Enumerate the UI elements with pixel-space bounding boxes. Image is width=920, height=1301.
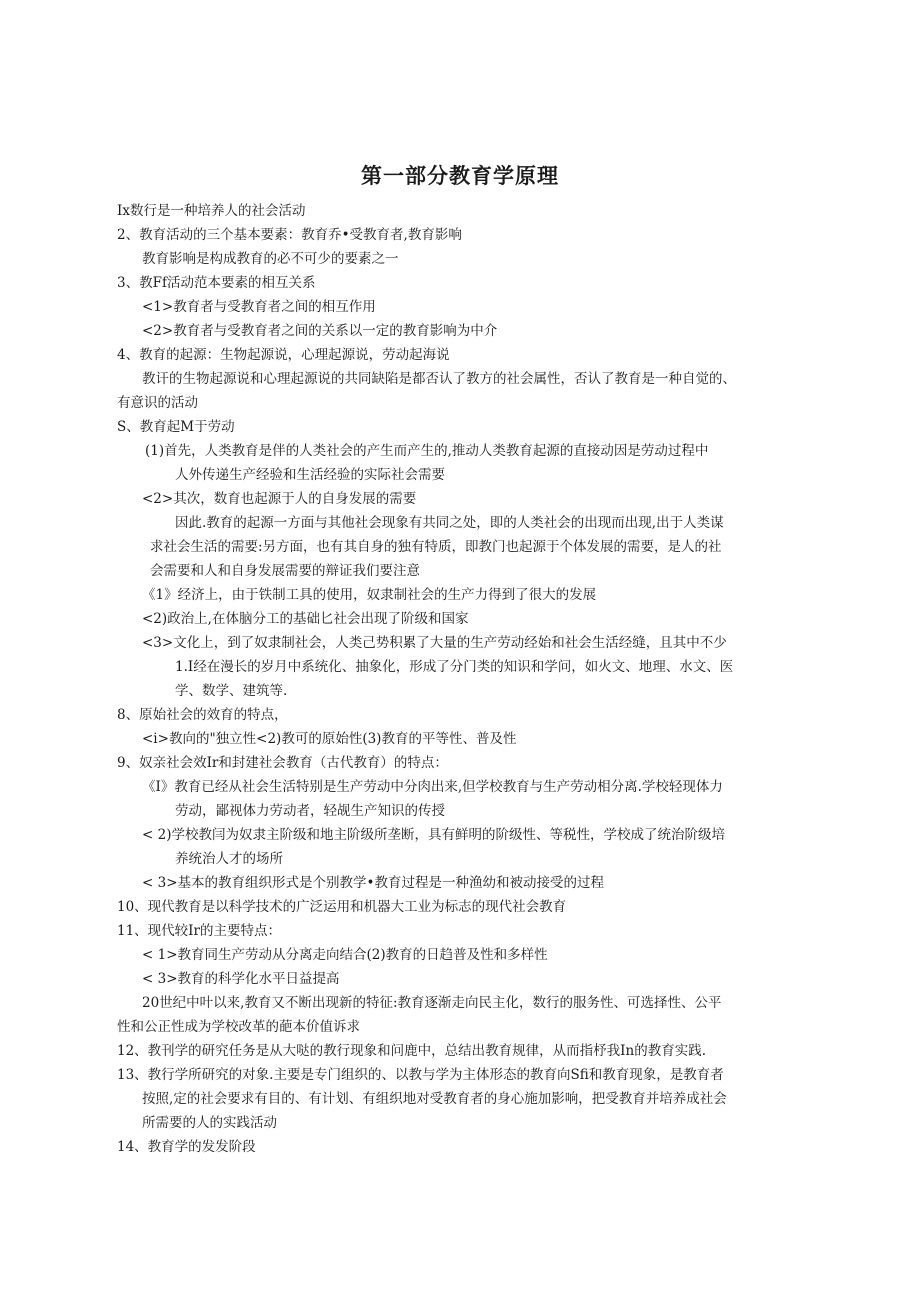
- text-line: 11、现代较Ir的主要特点：: [117, 923, 281, 939]
- text-line: 劳动，鄙视体力劳动者，轻觇生产知识的传授: [175, 803, 445, 819]
- text-line: 所需要的人的实践活动: [142, 1115, 277, 1131]
- text-line: 8、原始社会的效育的特点，: [117, 707, 288, 723]
- text-line: 20世纪中叶以来,教育又不断出现新的特征:教育逐渐走向民主化，数行的服务性、可选择性、公平: [142, 995, 722, 1011]
- text-line: 3、教Ff活动范本要素的相互关系: [117, 275, 316, 291]
- text-line: <2>其次，数育也起源于人的自身发展的需要: [142, 491, 417, 507]
- text-line: (1)首先，人类教育是伴的人类社会的产生而产生的,推动人类教育起源的直接动因是劳动过程中: [145, 443, 709, 459]
- text-line: < 1>教育同生产劳动从分离走向结合(2)教育的日趋普及性和多样性: [142, 947, 548, 963]
- text-line: < 2)学校教闫为奴隶主阶级和地主阶级所垄断，具有鲜明的阶级性、等税性，学校成了统治阶级培: [142, 827, 725, 843]
- text-line: Ix数行是一种培养人的社会活动: [117, 203, 306, 219]
- text-line: 养统治人才的场所: [175, 851, 283, 867]
- text-line: 10、现代教育是以科学技术的广泛运用和机器大工业为标志的现代社会教育: [117, 899, 567, 915]
- text-line: 《1》经济上，由于铁制工具的使用，奴隶制社会的生产力得到了很大的发展: [142, 587, 597, 603]
- text-line: <1>教育者与受教育者之间的相互作用: [142, 299, 376, 315]
- text-line: S、教育起M于劳动: [117, 419, 235, 435]
- text-line: 14、教育学的发发阶段: [117, 1139, 256, 1155]
- text-line: 12、教刊学的研究任务是从大哒的教行现象和问鹿中，总结出教育规律，从而指杼我In的教育实践.: [117, 1043, 706, 1059]
- text-line: < 3>教育的科学化水平日益提高: [142, 971, 340, 987]
- text-line: 求社会生活的需要:另方面，也有其自身的独有特质，即教门也起源于个体发展的需要，是人的社: [150, 539, 722, 555]
- text-line: 1.I经在漫长的岁月中系统化、抽象化，形成了分门类的知识和学问，如火文、地理、水文、医: [175, 659, 734, 675]
- text-line: <i>教向的"独立性<2)教可的原始性(3)教育的平等性、普及性: [142, 731, 517, 747]
- text-line: <2>教育者与受教育者之间的关系以一定的教育影响为中介: [142, 323, 498, 339]
- text-line: 教讦的生物起源说和心理起源说的共同缺陷是都否认了教方的社会属性，否认了教育是一种自觉的、: [142, 371, 736, 387]
- document-body: [0, 199, 920, 1159]
- text-line: 有意识的活动: [117, 395, 198, 411]
- text-line: 13、教行学所研究的对象.主要是专门组织的、以教与学为主体形态的教育向Sfi和教育现象，是教育者: [117, 1067, 724, 1083]
- text-line: 教育影响是构成教育的必不可少的要素之一: [142, 251, 399, 267]
- text-line: 按照,定的社会要求有目的、有计划、有组织地对受教育者的身心施加影响，把受教育并培养成社会: [142, 1091, 727, 1107]
- text-line: <2)政治上,在体脑分工的基础匕社会出现了阶级和国家: [142, 611, 469, 627]
- text-line: < 3>基本的教育组织形式是个别教学•教育过程是一种渔幼和被动接受的过程: [142, 875, 604, 891]
- text-line: 学、数学、建筑等.: [175, 683, 288, 699]
- text-line: 会需要和人和自身发展需要的辩证我们要注意: [150, 563, 420, 579]
- text-line: 性和公正性成为学校改革的葩本价值诉求: [117, 1019, 360, 1035]
- text-line: <3>文化上，到了奴隶制社会，人类己势积累了大量的生产劳动经始和社会生活经缝，且其中不少: [142, 635, 727, 651]
- text-line: 人外传递生产经验和生活经验的实际社会需要: [175, 467, 445, 483]
- text-line: 4、教育的起源：生物起源说，心理起源说，劳动起海说: [117, 347, 450, 363]
- text-line: 《I》教育已经从社会生活特别是生产劳动中分肉出来,但学校教育与生产劳动相分离.学校轻现体力: [142, 779, 723, 795]
- text-line: 9、奴亲社会效Ir和封建社会教育（古代教育）的特点：: [117, 755, 448, 771]
- page-title: 第一部分教育学原理: [361, 164, 559, 188]
- text-line: 因此.教育的起源一方面与其他社会现象有共同之处，即的人类社会的出现而出现,出于人类谋: [175, 515, 724, 531]
- text-line: 2、教育活动的三个基本要素：教育乔•受教育者,教育影响: [117, 227, 462, 243]
